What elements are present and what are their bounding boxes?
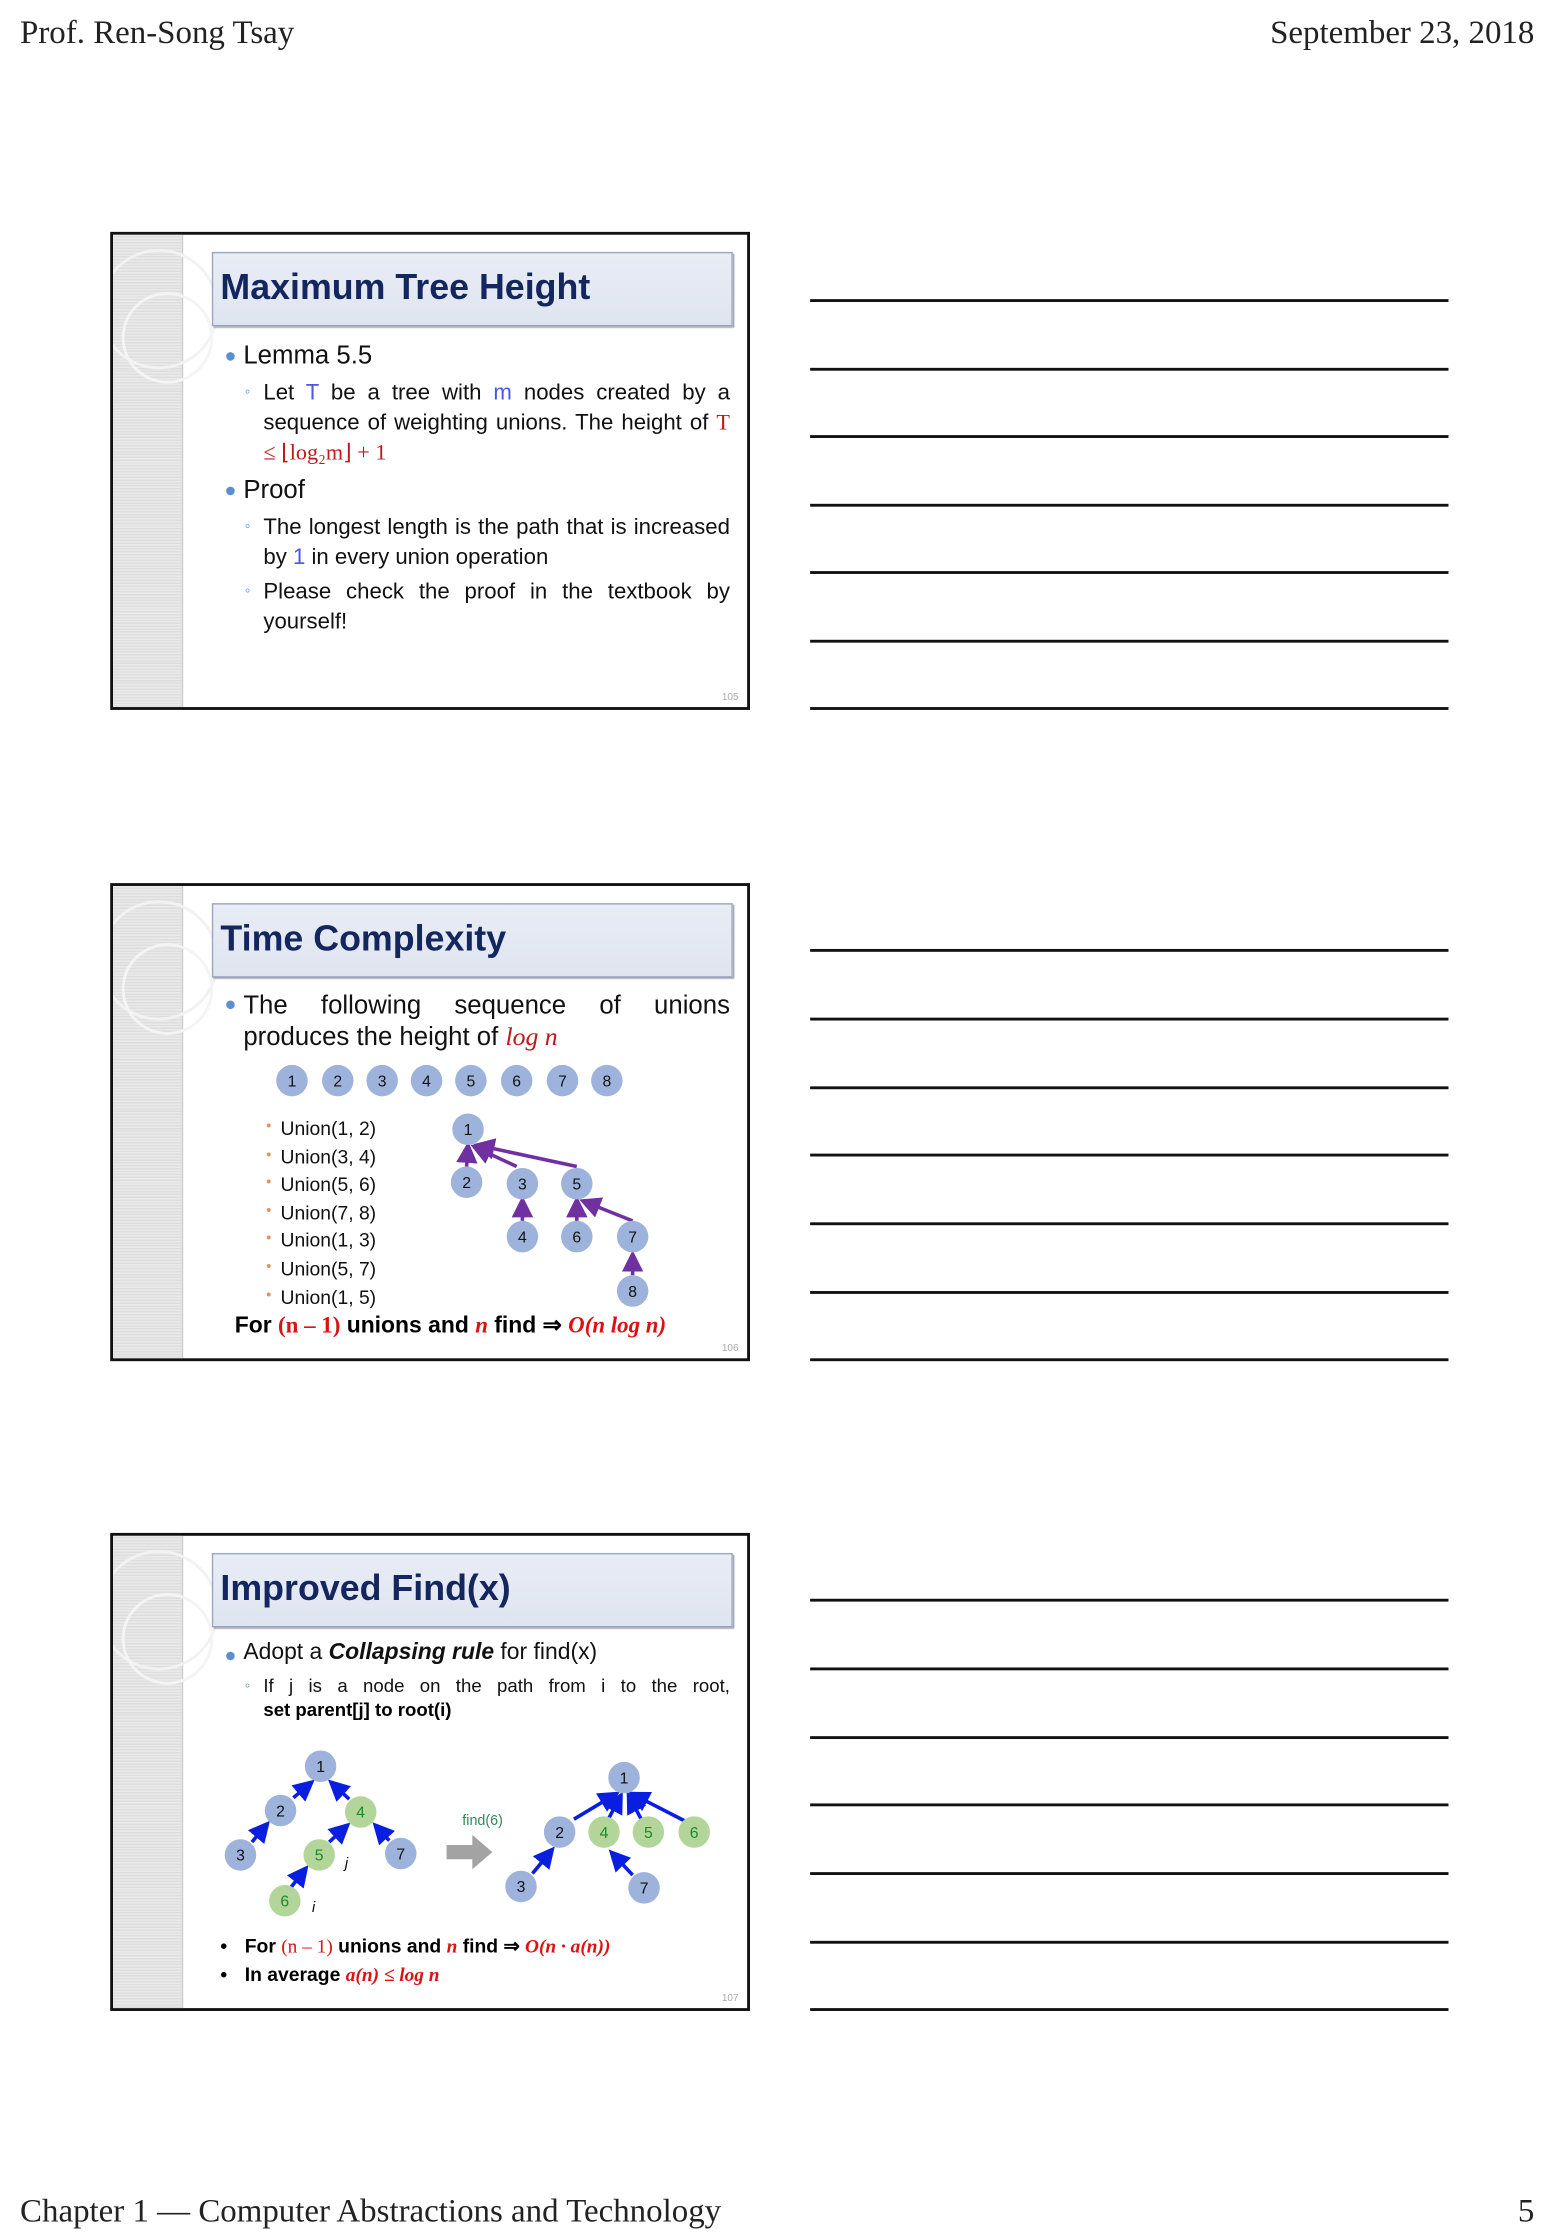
tree-node-label: 4 — [422, 1073, 431, 1091]
tree-node-label: 1 — [316, 1758, 325, 1776]
bullet-complexity: • For (n – 1) unions and n find ⇒ O(n · a(n)) — [220, 1935, 611, 1957]
note-line — [810, 299, 1448, 302]
decorative-strip — [113, 235, 183, 707]
note-line — [810, 640, 1448, 643]
tree-node-label: 3 — [236, 1847, 245, 1865]
chapter-footer: Chapter 1 — Computer Abstractions and Technology — [20, 2192, 722, 2229]
tree-node-label: 7 — [639, 1880, 649, 1898]
tree-node-label: 3 — [377, 1073, 387, 1091]
tree-node-label: 1 — [463, 1122, 473, 1140]
union-step: • Union(3, 4) — [281, 1146, 377, 1167]
bullet-collapsing-rule: Adopt a Collapsing rule for find(x) — [243, 1640, 598, 1665]
union-step: • Union(1, 5) — [281, 1286, 377, 1307]
note-line — [810, 1222, 1448, 1225]
union-step: • Union(1, 3) — [281, 1230, 377, 1251]
find-6-label: find(6) — [462, 1812, 503, 1829]
note-line — [810, 1872, 1448, 1875]
author: Prof. Ren-Song Tsay — [20, 14, 295, 51]
union-step: • Union(5, 7) — [281, 1258, 377, 1279]
slide-title: Time Complexity — [212, 903, 733, 977]
bullet-proof: Proof — [243, 475, 305, 504]
tree-node-label: 6 — [280, 1893, 290, 1911]
note-line — [810, 1154, 1448, 1157]
tree-node-label: 2 — [555, 1824, 565, 1842]
slide-number: 106 — [721, 1343, 739, 1355]
union-step: • Union(1, 2) — [281, 1118, 377, 1139]
slide-title: Maximum Tree Height — [212, 252, 733, 326]
tree-node-label: 5 — [643, 1824, 653, 1842]
union-tree-diagram — [113, 886, 747, 1358]
tree-node-label: 1 — [287, 1073, 297, 1091]
note-line — [810, 1599, 1448, 1602]
tree-node-label: 4 — [599, 1824, 609, 1842]
slide-number: 107 — [721, 1993, 739, 2004]
sub-bullet-longest: ◦ The longest length is the path that is increased by 1 in every union operation — [263, 512, 730, 572]
tree-node-label: 4 — [356, 1804, 366, 1822]
note-line — [810, 1018, 1448, 1021]
sub-bullet-textbook: ◦ Please check the proof in the textbook by yourself! — [263, 577, 730, 637]
tree-node-label: 7 — [558, 1073, 567, 1091]
slide-number: 105 — [721, 692, 739, 703]
bullet-lemma: Lemma 5.5 — [243, 340, 373, 370]
tree-node-label: 8 — [628, 1283, 638, 1301]
note-line — [810, 1941, 1448, 1944]
slide-title: Improved Find(x) — [212, 1553, 733, 1627]
bullet-sequence: The following sequence of unions produces the height of log n — [243, 990, 730, 1051]
tree-node-label: 6 — [512, 1073, 522, 1091]
note-line — [810, 1667, 1448, 1670]
slide-maximum-tree-height — [110, 232, 750, 710]
note-line — [810, 1358, 1448, 1361]
note-line — [810, 707, 1448, 710]
note-line — [810, 435, 1448, 438]
label-i: i — [312, 1900, 316, 1917]
tree-node-label: 7 — [628, 1229, 638, 1247]
date: September 23, 2018 — [1270, 14, 1535, 51]
tree-node-label: 8 — [602, 1073, 612, 1091]
note-line — [810, 504, 1448, 507]
tree-node-label: 2 — [462, 1174, 471, 1192]
note-line — [810, 2008, 1448, 2011]
note-line — [810, 1086, 1448, 1089]
tree-node-label: 6 — [572, 1229, 582, 1247]
sub-bullet-rule-2: set parent[j] to root(i) — [263, 1698, 452, 1721]
tree-node-label: 3 — [516, 1879, 526, 1897]
tree-node-label: 7 — [396, 1846, 406, 1864]
tree-node-label: 1 — [619, 1770, 629, 1788]
tree-node-label: 6 — [689, 1824, 699, 1842]
slide-improved-find — [110, 1533, 750, 2011]
tree-node-label: 2 — [333, 1073, 343, 1091]
note-line — [810, 571, 1448, 574]
sub-bullet-rule: ◦ If j is a node on the path from i to the root, — [263, 1673, 730, 1699]
tree-node-label: 5 — [314, 1847, 324, 1865]
slide-time-complexity — [110, 883, 750, 1361]
union-step: • Union(5, 6) — [281, 1174, 377, 1195]
sub-bullet-lemma: ◦ Let T be a tree with m nodes created by a sequence of weighting unions. The height of T ≤ ⌊log₂m⌋ + 1 — [263, 378, 730, 468]
tree-node-label: 2 — [276, 1803, 285, 1821]
note-line — [810, 1803, 1448, 1806]
note-line — [810, 1736, 1448, 1739]
union-step: • Union(7, 8) — [281, 1202, 377, 1223]
tree-node-label: 5 — [572, 1176, 582, 1194]
label-j: j — [344, 1855, 349, 1872]
transform-arrow-icon — [447, 1835, 493, 1869]
note-line — [810, 368, 1448, 371]
tree-node-label: 3 — [518, 1176, 527, 1194]
complexity-summary: For (n – 1) unions and n find ⇒ O(n log n) — [234, 1313, 667, 1339]
bullet-average: • In average a(n) ≤ log n — [220, 1963, 440, 1986]
tree-node-label: 5 — [466, 1073, 476, 1091]
page-number: 5 — [1517, 2192, 1535, 2229]
note-line — [810, 1291, 1448, 1294]
note-line — [810, 949, 1448, 952]
tree-node-label: 4 — [518, 1229, 527, 1247]
